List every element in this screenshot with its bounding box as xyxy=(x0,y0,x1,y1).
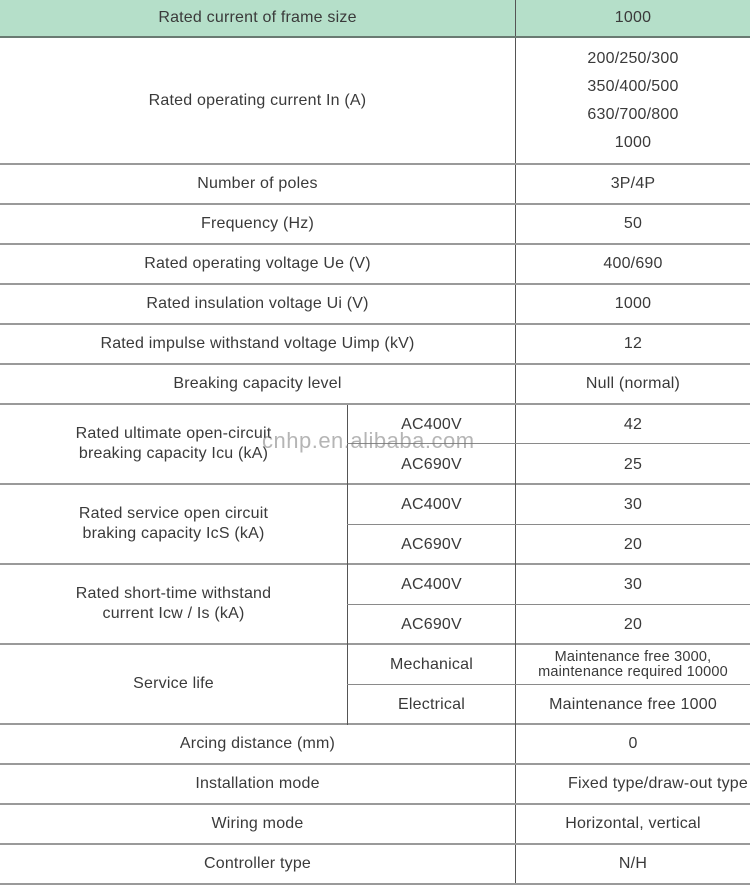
sub-label: AC400V xyxy=(347,405,515,445)
sub-value: Maintenance free 1000 xyxy=(515,685,750,725)
table-group-icu xyxy=(0,405,750,485)
table-row-wiring-mode xyxy=(0,805,750,845)
sub-value: 42 xyxy=(515,405,750,445)
table-group-icw xyxy=(0,565,750,645)
sub-label: AC400V xyxy=(347,485,515,525)
sub-value-line: maintenance required 10000 xyxy=(538,664,728,680)
group-label-line: breaking capacity Icu (kA) xyxy=(78,445,269,462)
row-label: Rated operating voltage Ue (V) xyxy=(144,255,371,272)
row-value: Horizontal, vertical xyxy=(515,805,750,843)
row-label: Installation mode xyxy=(195,775,320,792)
sub-value: 25 xyxy=(515,445,750,485)
row-label: Rated impulse withstand voltage Uimp (kV) xyxy=(100,335,415,352)
sub-divider xyxy=(347,524,750,525)
row-label: Arcing distance (mm) xyxy=(179,735,336,752)
sub-label: AC400V xyxy=(347,565,515,605)
table-row-impulse-voltage xyxy=(0,325,750,365)
table-row-insulation-voltage xyxy=(0,285,750,325)
sub-divider xyxy=(347,684,750,685)
table-row-installation-mode xyxy=(0,765,750,805)
current-value: 1000 xyxy=(614,133,652,151)
table-row-rated-operating-current xyxy=(0,38,750,165)
sub-value: 20 xyxy=(515,605,750,645)
row-label: Rated operating current In (A) xyxy=(148,91,367,109)
sub-label: Mechanical xyxy=(347,645,515,685)
sub-label: AC690V xyxy=(347,525,515,565)
table-row-frequency xyxy=(0,205,750,245)
row-value-list xyxy=(515,38,750,163)
sub-label: Electrical xyxy=(347,685,515,725)
row-value: 3P/4P xyxy=(515,165,750,203)
sub-value: 30 xyxy=(515,565,750,605)
header-value: 1000 xyxy=(515,0,750,36)
sub-divider xyxy=(347,604,750,605)
table-row-poles xyxy=(0,165,750,205)
table-group-service-life xyxy=(0,645,750,725)
watermark-text: cnhp.en.alibaba.com xyxy=(262,428,475,453)
table-group-ics xyxy=(0,485,750,565)
group-label xyxy=(0,405,347,483)
sub-value-line: Maintenance free 3000, xyxy=(554,649,712,665)
group-label xyxy=(0,485,347,563)
row-label: Controller type xyxy=(203,855,312,872)
header-row xyxy=(0,0,750,38)
row-value: 1000 xyxy=(515,285,750,323)
group-label-line: Rated service open circuit xyxy=(78,505,269,522)
table-row-controller-type xyxy=(0,845,750,885)
sub-label: AC690V xyxy=(347,605,515,645)
sub-value: 30 xyxy=(515,485,750,525)
row-value: N/H xyxy=(515,845,750,883)
table-row-breaking-level xyxy=(0,365,750,405)
current-value: 200/250/300 xyxy=(587,49,679,67)
row-label: Frequency (Hz) xyxy=(200,215,315,232)
row-label: Number of poles xyxy=(197,175,318,192)
group-label-line: current Icw / Is (kA) xyxy=(102,605,245,622)
row-label: Wiring mode xyxy=(211,815,304,832)
group-label-line: braking capacity IcS (kA) xyxy=(82,525,265,542)
row-value: Null (normal) xyxy=(515,365,750,403)
row-label: Breaking capacity level xyxy=(173,375,342,392)
table-row-arcing-distance xyxy=(0,725,750,765)
row-label: Rated insulation voltage Ui (V) xyxy=(146,295,369,312)
header-label: Rated current of frame size xyxy=(158,9,357,26)
row-value: 0 xyxy=(515,725,750,763)
sub-value: 20 xyxy=(515,525,750,565)
table-row-operating-voltage xyxy=(0,245,750,285)
group-label-line: Rated short-time withstand xyxy=(75,585,272,602)
group-label-line: Rated ultimate open-circuit xyxy=(75,425,272,442)
current-value: 350/400/500 xyxy=(587,77,679,95)
row-value: 50 xyxy=(515,205,750,243)
group-label: Service life xyxy=(133,675,214,692)
group-label xyxy=(0,565,347,643)
row-value: 12 xyxy=(515,325,750,363)
row-value: 400/690 xyxy=(515,245,750,283)
current-value: 630/700/800 xyxy=(587,105,679,123)
sub-divider xyxy=(347,443,750,444)
sub-label: AC690V xyxy=(347,445,515,485)
sub-value xyxy=(515,645,750,685)
row-value: Fixed type/draw-out type xyxy=(515,765,750,803)
